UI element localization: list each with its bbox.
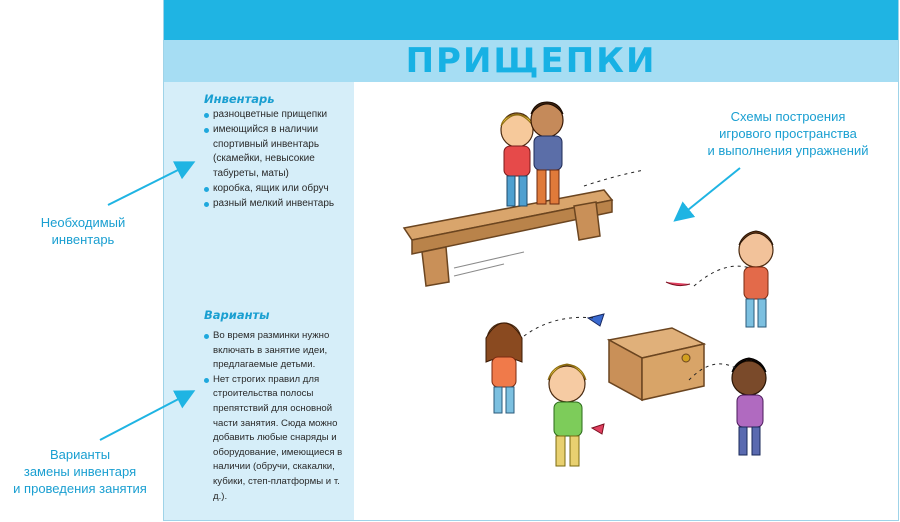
book-page	[163, 0, 899, 521]
inventory-item: коробка, ящик или обруч	[204, 182, 354, 197]
inventory-item: разноцветные прищепки	[204, 108, 354, 123]
inventory-item: имеющийся в наличии спортивный инвентарь (скамейки, невысокие табуреты, маты)	[204, 123, 354, 182]
variants-item: Во время разминки нужно включать в занятие идеи, предлагаемые детьми.	[204, 329, 354, 373]
child-top-right	[666, 231, 773, 327]
callout-line: инвентарь	[51, 232, 115, 247]
callout-line: игрового пространства	[719, 126, 857, 141]
schemes-callout	[688, 108, 888, 159]
callout-line: замены инвентаря	[23, 464, 137, 479]
child-left-girl	[486, 314, 604, 413]
callout-line: и выполнения упражнений	[707, 143, 869, 158]
page-title: ПРИЩЕПКИ	[405, 41, 657, 81]
inventory-callout	[18, 214, 148, 248]
callout-line: Варианты	[49, 447, 111, 462]
child-right-dark	[732, 358, 766, 455]
variants-heading: Варианты	[204, 308, 270, 322]
callout-line: и проведения занятия	[13, 481, 147, 496]
variants-callout	[0, 446, 160, 497]
box-illustration	[609, 328, 704, 400]
children-on-bench	[501, 102, 563, 206]
child-center-blonde	[548, 364, 604, 466]
inventory-item: разный мелкий инвентарь	[204, 197, 354, 212]
callout-line: Схемы построения	[730, 109, 846, 124]
variants-item: Нет строгих правил для строительства полосы препятствий для основной части занятия. Сюда можно добавить любые снаряды и оборудование, имеющиеся в наличии (обручи, скакалки, кубики, степ-платформы и т. д.).	[204, 373, 354, 504]
callout-line: Необходимый	[40, 215, 126, 230]
exercise-illustration	[164, 0, 899, 521]
inventory-heading: Инвентарь	[204, 92, 275, 106]
